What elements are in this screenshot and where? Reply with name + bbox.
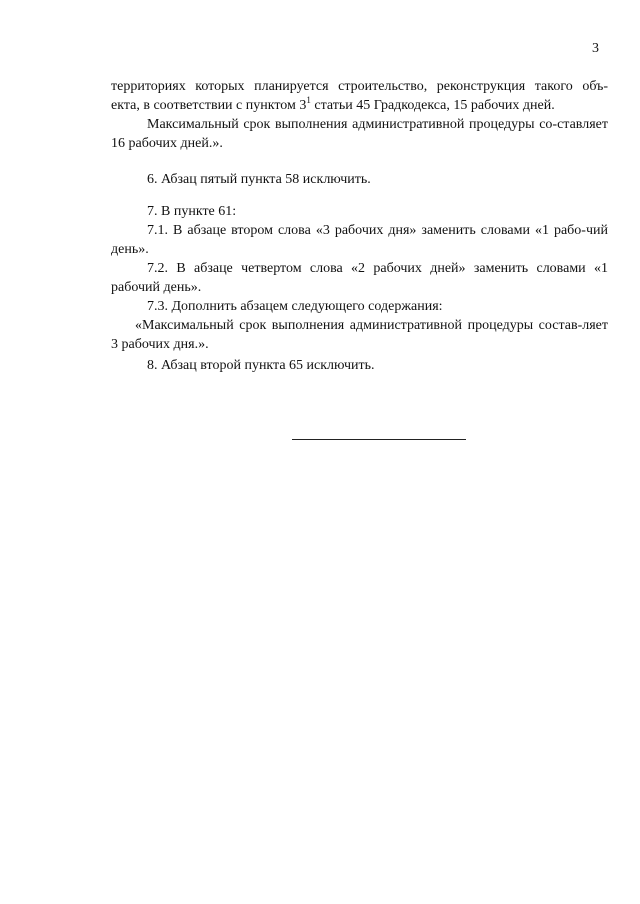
item-8-paragraph	[111, 356, 608, 375]
continued-line-1: территориях которых планируется строительство, реконструкция такого объ-	[111, 79, 608, 94]
item-7-paragraph	[111, 202, 608, 354]
max-term-16-paragraph	[111, 115, 608, 153]
max-term-16-text: Максимальный срок выполнения административной процедуры со-ставляет 16 рабочих дней.».	[111, 117, 608, 151]
item-7-1-text: 7.1. В абзаце втором слова «3 рабочих дня» заменить словами «1 рабо-чий день».	[111, 223, 608, 257]
item-6-text: 6. Абзац пятый пункта 58 исключить.	[147, 172, 371, 187]
item-7-2-text: 7.2. В абзаце четвертом слова «2 рабочих дней» заменить словами «1 рабочий день».	[111, 261, 608, 295]
superscript: 1	[306, 95, 311, 105]
continued-line-2-text: екта, в соответствии с пунктом 3	[111, 98, 307, 113]
end-separator-line	[292, 439, 466, 440]
page-number: 3	[592, 41, 599, 56]
item-8-text: 8. Абзац второй пункта 65 исключить.	[147, 358, 375, 373]
quote-3-days-text: «Максимальный срок выполнения административной процедуры состав-ляет 3 рабочих дня.».	[111, 318, 608, 352]
item-6-paragraph	[111, 170, 608, 189]
continued-paragraph	[111, 77, 608, 115]
continued-line-2	[111, 96, 608, 115]
item-7-text: 7. В пункте 61:	[147, 204, 237, 219]
continued-line-2-rest: статьи 45 Градкодекса, 15 рабочих дней.	[310, 98, 555, 113]
item-7-3-text: 7.3. Дополнить абзацем следующего содержания:	[147, 299, 443, 314]
